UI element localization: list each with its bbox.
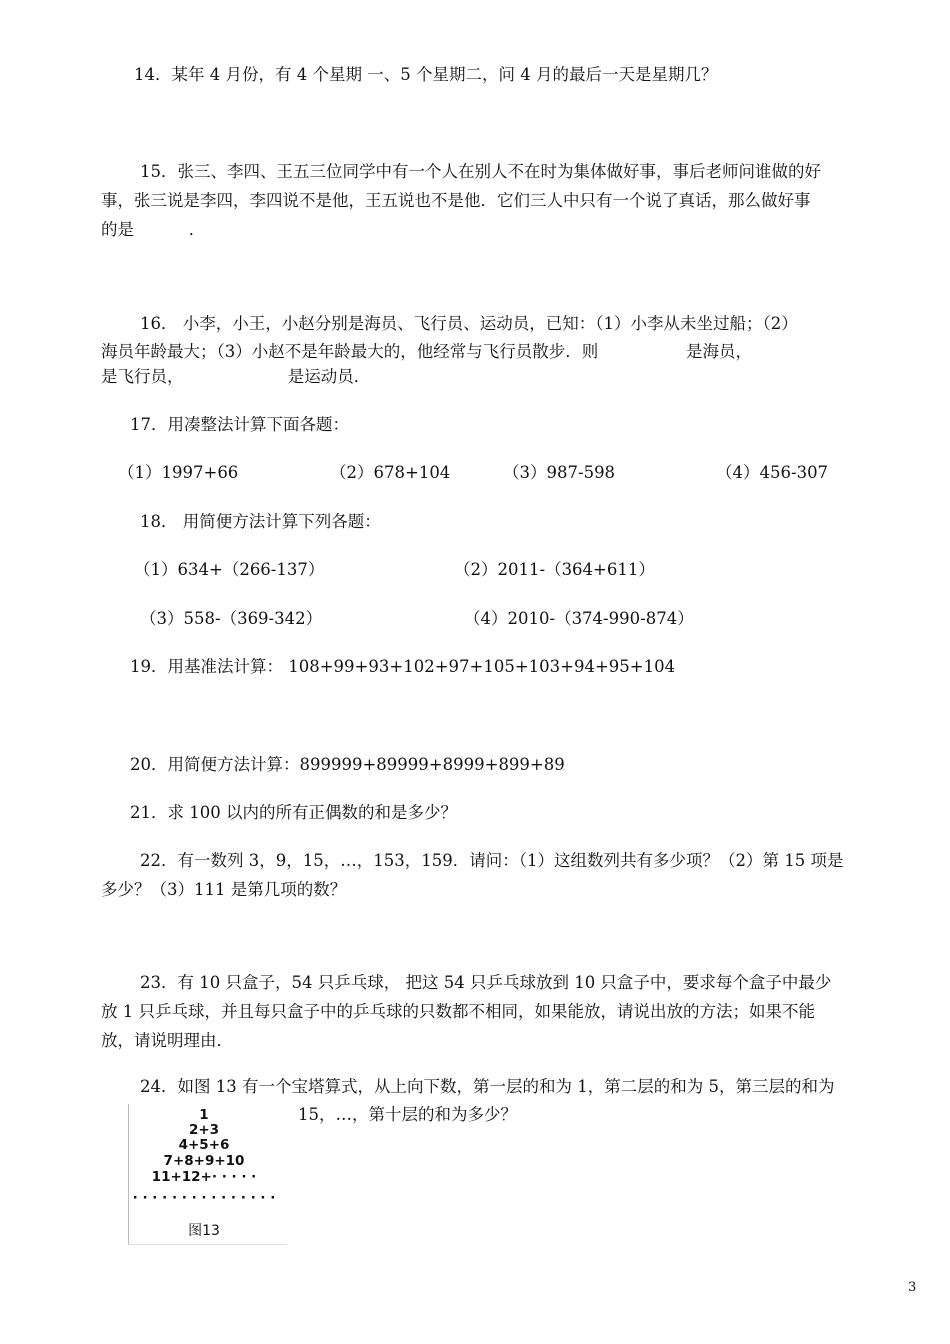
- figure-caption: 图13: [188, 1223, 220, 1239]
- line-q15-a: 15．张三、李四、王五三位同学中有一个人在别人不在时为集体做好事，事后老师问谁做的好: [140, 162, 821, 181]
- pagoda-row-4: 7+8+9+10: [163, 1153, 245, 1169]
- line-q16-b: 海员年龄最大；（3）小赵不是年龄最大的，他经常与飞行员散步．则 是海员，: [101, 342, 752, 361]
- line-q23-a: 23．有 10 只盒子，54 只乒乓球， 把这 54 只乒乓球放到 10 只盒子中，要求每个盒子中最少: [140, 973, 832, 992]
- line-q23-b: 放 1 只乒乓球，并且每只盒子中的乒乓球的只数都不相同，如果能放，请说出放的方法；如果不能: [101, 1002, 815, 1021]
- line-q14: 14．某年 4 月份，有 4 个星期 一、5 个星期二，问 4 月的最后一天是星期几？: [134, 65, 718, 84]
- q17-item-2: （2）678+104: [330, 463, 451, 482]
- q18-item-3: （3）558-（369-342）: [140, 609, 323, 628]
- line-q16-a: 16． 小李，小王，小赵分别是海员、飞行员、运动员，已知：（1）小李从未坐过船；（2）: [140, 314, 798, 333]
- line-q15-c: 的是 ．: [101, 220, 206, 239]
- pagoda-row-6: · · · · · · · · · · · · · · ·: [132, 1190, 276, 1206]
- line-q16-c: 是飞行员， 是运动员．: [101, 367, 371, 386]
- line-q24-a: 24．如图 13 有一个宝塔算式，从上向下数，第一层的和为 1，第二层的和为 5，第三层的和为: [140, 1077, 835, 1096]
- line-q15-b: 事，张三说是李四，李四说不是他，王五说也不是他．它们三人中只有一个说了真话，那么做好事: [101, 191, 811, 210]
- page-number: 3: [908, 1280, 917, 1295]
- pagoda-figure: [128, 1104, 287, 1245]
- q18-item-4: （4）2010-（374-990-874）: [464, 609, 694, 628]
- line-q23-c: 放，请说明理由．: [101, 1031, 233, 1050]
- q18-item-1: （1）634+（266-137）: [134, 560, 325, 579]
- pagoda-row-1: 1: [199, 1107, 209, 1123]
- line-q24-b: 15，…，第十层的和为多少？: [298, 1105, 517, 1124]
- q18-item-2: （2）2011-（364+611）: [454, 560, 655, 579]
- line-q17: 17．用凑整法计算下面各题：: [130, 415, 349, 434]
- line-q18: 18． 用简便方法计算下列各题：: [140, 512, 381, 531]
- pagoda-row-5: 11+12+· · · · ·: [151, 1169, 257, 1185]
- line-q21: 21．求 100 以内的所有正偶数的和是多少？: [130, 803, 457, 822]
- line-q19: 19．用基准法计算： 108+99+93+102+97+105+103+94+95+104: [130, 657, 676, 676]
- line-q22-a: 22．有一数列 3，9，15，…，153，159．请问：（1）这组数列共有多少项？（2）第 15 项是: [140, 851, 844, 870]
- q17-item-4: （4）456-307: [716, 463, 829, 482]
- line-q22-b: 多少？（3）111 是第几项的数？: [101, 880, 347, 899]
- pagoda-row-2: 2+3: [188, 1122, 220, 1138]
- q17-item-3: （3）987-598: [503, 463, 616, 482]
- line-q20: 20．用简便方法计算：899999+89999+8999+899+89: [130, 755, 565, 774]
- q17-item-1: （1）1997+66: [118, 463, 239, 482]
- pagoda-row-3: 4+5+6: [178, 1137, 230, 1153]
